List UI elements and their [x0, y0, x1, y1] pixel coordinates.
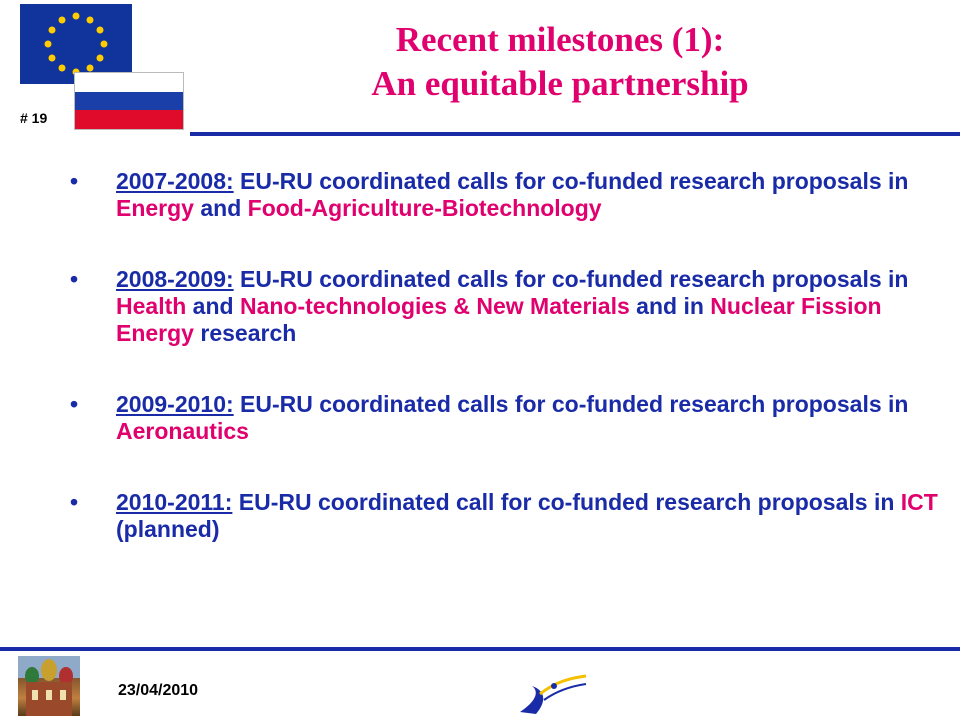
milestone-item-2008 — [70, 266, 940, 347]
milestone-highlight: Energy — [116, 195, 194, 221]
bullet-dot-icon: • — [70, 266, 79, 292]
milestone-item-2010 — [70, 489, 940, 543]
milestone-text: (planned) — [116, 516, 220, 542]
kremlin-photo — [18, 656, 80, 716]
slide-number: # 19 — [20, 110, 48, 126]
milestone-period: 2010-2011: — [116, 489, 233, 515]
milestone-item-2009 — [70, 391, 940, 445]
milestone-text: EU-RU coordinated calls for co-funded research proposals in — [233, 391, 909, 417]
milestone-highlight: Aeronautics — [116, 418, 249, 444]
bullet-dot-icon: • — [70, 489, 79, 515]
flag-stripe-white — [75, 73, 183, 92]
title-line-1: Recent milestones (1): — [395, 20, 725, 59]
russian-flag-icon — [74, 72, 184, 130]
header-divider — [190, 132, 960, 136]
footer-divider — [0, 647, 960, 651]
footer-date: 23/04/2010 — [118, 682, 199, 699]
milestone-highlight: ICT — [900, 489, 938, 515]
milestone-period: 2008-2009: — [116, 266, 234, 292]
milestone-text: and in — [629, 293, 711, 319]
milestone-text: research — [193, 320, 297, 346]
kremlin-domes — [18, 656, 80, 716]
milestone-period: 2009-2010: — [116, 391, 234, 417]
programme-logo — [510, 672, 590, 718]
milestone-text: and — [186, 293, 240, 319]
flag-stripe-red — [75, 110, 183, 129]
logo-swoosh — [510, 672, 590, 718]
milestone-list — [70, 168, 940, 587]
milestone-text: EU-RU coordinated calls for co-funded research proposals in — [233, 168, 909, 194]
milestone-highlight: Health — [116, 293, 187, 319]
milestone-highlight: Nuclear Fission Energy — [116, 293, 882, 346]
milestone-text: EU-RU coordinated calls for co-funded research proposals in — [233, 266, 909, 292]
milestone-item-2007 — [70, 168, 940, 222]
milestone-text: and — [193, 195, 248, 221]
page-title — [200, 18, 920, 106]
milestone-text: EU-RU coordinated call for co-funded research proposals in — [232, 489, 901, 515]
bullet-dot-icon: • — [70, 168, 79, 194]
milestone-highlight: Food-Agriculture-Biotechnology — [247, 195, 602, 221]
milestone-highlight: Nano-technologies & New Materials — [239, 293, 630, 319]
title-line-2: An equitable partnership — [371, 64, 749, 103]
milestone-period: 2007-2008: — [116, 168, 234, 194]
bullet-dot-icon: • — [70, 391, 79, 417]
flag-stripe-blue — [75, 92, 183, 111]
